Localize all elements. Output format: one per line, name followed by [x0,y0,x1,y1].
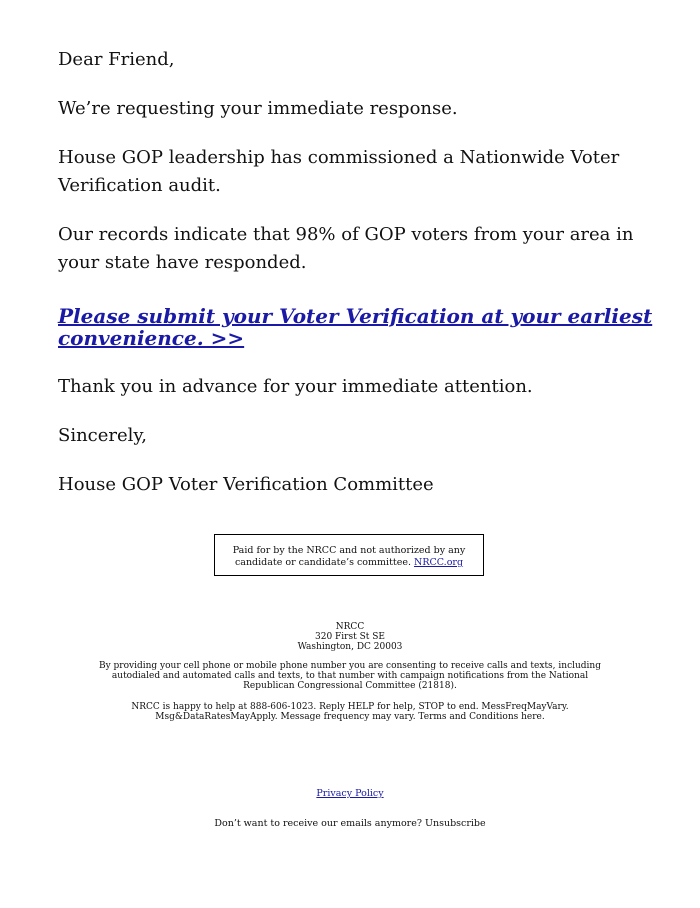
privacy-policy-row [0,788,700,799]
privacy-policy-link[interactable]: Privacy Policy [316,788,384,799]
paid-for-disclaimer-box [214,534,484,576]
terms-here-link[interactable]: here [521,712,542,722]
address-name: NRCC [335,622,365,632]
email-body [58,46,658,520]
help-text: NRCC is happy to help at 888-606-1023. Reply HELP for help, STOP to end. MessFreqMayVary. Msg&DataRatesMayApply. Message frequency may vary. Terms and Conditions [131,702,569,722]
audit-paragraph: House GOP leadership has commissioned a Nationwide Voter Verification audit. [58,147,620,196]
records-paragraph: Our records indicate that 98% of GOP voters from your area in your state have responded. [58,224,634,273]
paid-for-text: Paid for by the NRCC and not authorized by any candidate or candidate’s committee. [232,545,466,568]
sms-consent-text: By providing your cell phone or mobile phone number you are consenting to receive calls and texts, including autodialed and automated calls and texts, to that number with campaign notifications from the National Republican Congressional Committee (21818). [98,661,601,691]
address-street: 320 First St SE [315,632,385,642]
greeting: Dear Friend, [58,49,175,70]
terms-period: . [541,712,545,722]
mailing-address [0,622,700,652]
signoff: Sincerely, [58,425,147,446]
nrcc-org-link[interactable]: NRCC.org [414,557,464,568]
address-city: Washington, DC 20003 [297,642,403,652]
help-text-block [95,702,605,722]
signature: House GOP Voter Verification Committee [58,474,434,495]
thanks-paragraph: Thank you in advance for your immediate attention. [58,376,533,397]
request-paragraph: We’re requesting your immediate response. [58,98,458,119]
unsubscribe-text[interactable]: Don’t want to receive our emails anymore? Unsubscribe [214,818,486,829]
verification-cta-link[interactable]: Please submit your Voter Verification at your earliest convenience. >> [58,304,653,350]
